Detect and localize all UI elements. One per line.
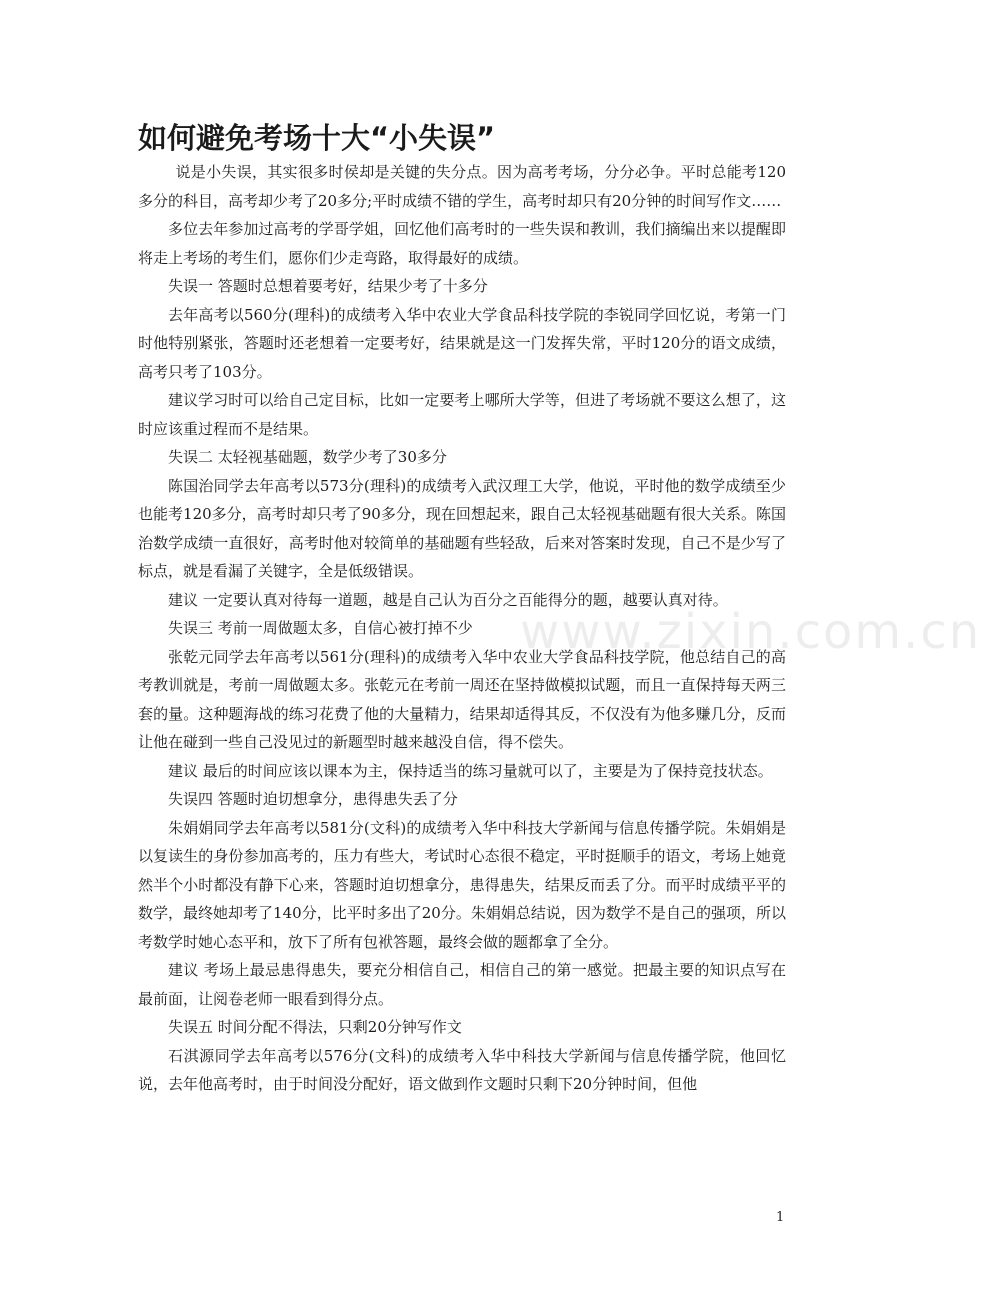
paragraph: 陈国治同学去年高考以573分(理科)的成绩考入武汉理工大学，他说，平时他的数学成绩至少也能考120多分，高考时却只考了90多分，现在回想起来，跟自己太轻视基础题有很大关系。陈国治数学成绩一直很好，高考时他对较简单的基础题有些轻敌，后来对答案时发现，自己不是少写了标点，就是看漏了关键字，全是低级错误。 [138, 476, 786, 580]
document-title: 如何避免考场十大“小失误” [138, 121, 496, 155]
section-heading: 失误五 时间分配不得法，只剩20分钟写作文 [168, 1018, 462, 1036]
advice-paragraph: 建议 最后的时间应该以课本为主，保持适当的练习量就可以了，主要是为了保持竞技状态。 [168, 761, 773, 780]
paragraph: 张乾元同学去年高考以561分(理科)的成绩考入华中农业大学食品科技学院，他总结自己的高考教训就是，考前一周做题太多。张乾元在考前一周还在坚持做模拟试题，而且一直保持每天两三套的量。这种题海战的练习花费了他的大量精力，结果却适得其反，不仅没有为他多赚几分，反而让他在碰到一些自己没见过的新题型时越来越没自信，得不偿失。 [138, 647, 786, 751]
section-heading: 失误四 答题时迫切想拿分，患得患失丢了分 [168, 790, 458, 808]
paragraph-intro: 说是小失误，其实很多时侯却是关键的失分点。因为高考考场，分分必争。平时总能考120多分的科目，高考却少考了20多分;平时成绩不错的学生，高考时却只有20分钟的时间写作文…… [138, 163, 786, 210]
paragraph: 多位去年参加过高考的学哥学姐，回忆他们高考时的一些失误和教训，我们摘编出来以提醒即将走上考场的考生们，愿你们少走弯路，取得最好的成绩。 [138, 220, 786, 267]
advice-paragraph: 建议 考场上最忌患得患失，要充分相信自己，相信自己的第一感觉。把最主要的知识点写在最前面，让阅卷老师一眼看到得分点。 [138, 961, 786, 1008]
section-heading: 失误三 考前一周做题太多，自信心被打掉不少 [168, 619, 473, 637]
advice-paragraph: 建议学习时可以给自己定目标，比如一定要考上哪所大学等，但进了考场就不要这么想了，这时应该重过程而不是结果。 [138, 391, 786, 438]
paragraph: 去年高考以560分(理科)的成绩考入华中农业大学食品科技学院的李锐同学回忆说，考第一门时他特别紧张，答题时还老想着一定要考好，结果就是这一门发挥失常，平时120分的语文成绩，高考只考了103分。 [138, 305, 786, 381]
paragraph: 朱娟娟同学去年高考以581分(文科)的成绩考入华中科技大学新闻与信息传播学院。朱娟娟是以复读生的身份参加高考的，压力有些大，考试时心态很不稳定，平时挺顺手的语文，考场上她竟然半个小时都没有静下心来，答题时迫切想拿分，患得患失，结果反而丢了分。而平时成绩平平的数学，最终她却考了140分，比平时多出了20分。朱娟娟总结说，因为数学不是自己的强项，所以考数学时她心态平和，放下了所有包袱答题，最终会做的题都拿了全分。 [138, 818, 786, 951]
watermark: www.zixin.com.cn [520, 604, 981, 660]
section-heading: 失误一 答题时总想着要考好，结果少考了十多分 [168, 277, 488, 295]
paragraph: 石淇源同学去年高考以576分(文科)的成绩考入华中科技大学新闻与信息传播学院，他回忆说，去年他高考时，由于时间没分配好，语文做到作文题时只剩下20分钟时间，但他 [138, 1046, 786, 1093]
section-heading: 失误二 太轻视基础题，数学少考了30多分 [168, 448, 447, 466]
advice-paragraph: 建议 一定要认真对待每一道题，越是自己认为百分之百能得分的题，越要认真对待。 [168, 590, 728, 609]
document-body [138, 158, 786, 1099]
page-number: 1 [776, 1210, 785, 1225]
